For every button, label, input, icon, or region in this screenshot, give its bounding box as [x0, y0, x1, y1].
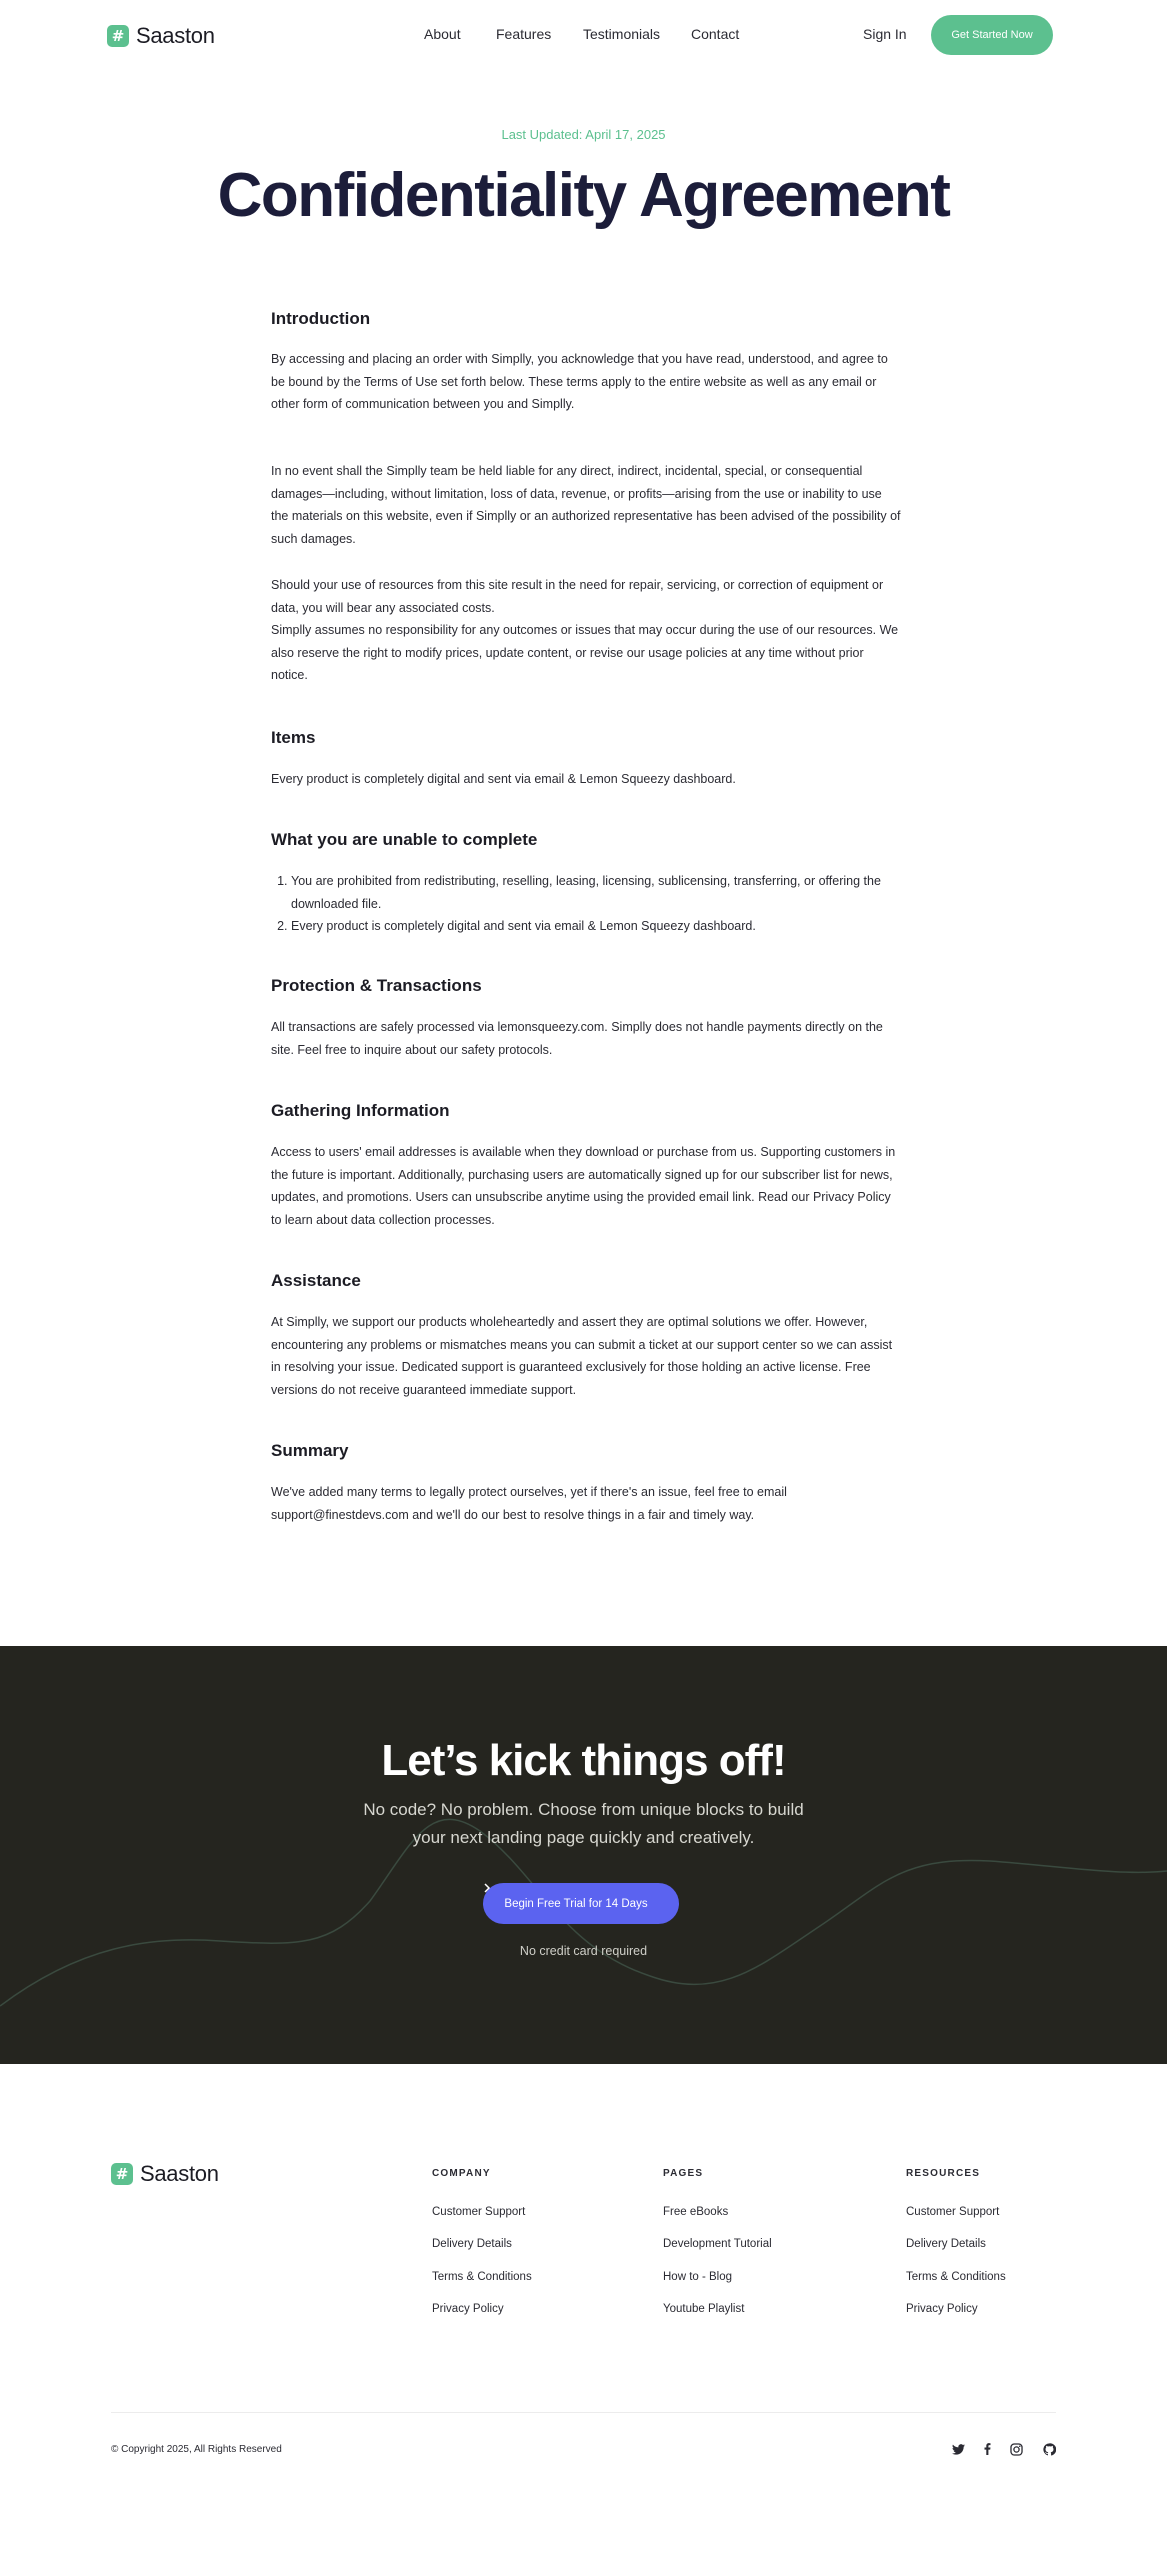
twitter-icon[interactable] — [950, 2441, 966, 2457]
logo-mark-icon: # — [107, 25, 129, 47]
footer-link[interactable]: Terms & Conditions — [906, 2270, 1006, 2283]
list-item: 1. You are prohibited from redistributing, reselling, leasing, licensing, sublicensing, transferring, or offering the downloaded file. — [291, 870, 901, 915]
cta-subtitle: No code? No problem. Choose from unique blocks to build your next landing page quickly and creatively. — [363, 1800, 804, 1847]
footer-brand-name: Saaston — [140, 2161, 219, 2186]
list-item: 2. Every product is completely digital and sent via email & Lemon Squeezy dashboard. — [291, 915, 901, 938]
footer-link[interactable]: Delivery Details — [906, 2238, 986, 2251]
top-nav — [0, 0, 1167, 70]
brand-name: Saaston — [136, 23, 215, 48]
nav-link-contact[interactable]: Contact — [691, 26, 740, 42]
section-heading-introduction: Introduction — [271, 309, 371, 328]
footer-link[interactable]: Development Tutorial — [663, 2238, 772, 2251]
logo-mark-icon: # — [111, 2163, 133, 2185]
footer-link[interactable]: Terms & Conditions — [432, 2270, 532, 2283]
footer-link[interactable]: Privacy Policy — [432, 2302, 504, 2315]
instagram-icon[interactable] — [1008, 2441, 1024, 2457]
intro-paragraph-3b: Simplly assumes no responsibility for any outcomes or issues that may occur during the use of our resources. We also reserve the right to modify prices, update content, or revise our usage policies at any time without prior notice. — [271, 623, 899, 682]
footer-heading-company: COMPANY — [432, 2168, 491, 2179]
footer-column-company — [432, 2168, 532, 2335]
footer-link[interactable]: Delivery Details — [432, 2238, 512, 2251]
section-heading-summary: Summary — [271, 1441, 349, 1460]
footer-brand-logo[interactable] — [111, 2161, 219, 2187]
footer-link[interactable]: Privacy Policy — [906, 2302, 978, 2315]
copyright-text: © Copyright 2025, All Rights Reserved — [111, 2444, 282, 2455]
github-icon[interactable] — [1041, 2441, 1057, 2457]
footer-divider — [111, 2412, 1056, 2413]
section-heading-unable: What you are unable to complete — [271, 830, 538, 849]
brand-logo[interactable] — [107, 23, 215, 49]
last-updated-label: Last Updated: April 17, 2025 — [501, 127, 666, 142]
summary-paragraph: We've added many terms to legally protect ourselves, yet if there's an issue, feel free to email support@finestdevs.com and we'll do our best to resolve things in a fair and timely way. — [271, 1485, 787, 1522]
intro-paragraph-1: By accessing and placing an order with Simplly, you acknowledge that you have read, understood, and agree to be bound by the Terms of Use set forth below. These terms apply to the entire website as well as any email or other form of communication between you and Simplly. — [271, 352, 888, 411]
footer-heading-pages: PAGES — [663, 2168, 704, 2179]
footer-column-pages — [663, 2168, 772, 2335]
nav-link-features[interactable]: Features — [496, 26, 552, 42]
footer-link[interactable]: Customer Support — [906, 2206, 1000, 2218]
footer-link[interactable]: Youtube Playlist — [663, 2302, 745, 2315]
intro-paragraph-3a: Should your use of resources from this site result in the need for repair, servicing, or correction of equipment or data, you will bear any associated costs. — [271, 578, 884, 615]
intro-paragraph-2: In no event shall the Simplly team be held liable for any direct, indirect, incidental, special, or consequential damages—including, without limitation, loss of data, revenue, or profits—arising from the use or inability to use the materials on this website, even if Simplly or an authorized representative has been advised of the possibility of such damages. — [271, 464, 901, 546]
protection-paragraph: All transactions are safely processed via lemonsqueezy.com. Simplly does not handle payments directly on the site. Feel free to inquire about our safety protocols. — [271, 1020, 883, 1057]
section-heading-assistance: Assistance — [271, 1271, 361, 1290]
footer-link[interactable]: How to - Blog — [663, 2270, 733, 2283]
footer-link[interactable]: Customer Support — [432, 2206, 526, 2218]
assistance-paragraph: At Simplly, we support our products wholeheartedly and assert they are optimal solutions we offer. However, encountering any problems or mismatches means you can submit a ticket at our support center so we can assist in resolving your issue. Dedicated support is guaranteed exclusively for those holding an active license. Free versions do not receive guaranteed immediate support. — [271, 1315, 893, 1397]
section-heading-protection: Protection & Transactions — [271, 976, 482, 995]
items-paragraph: Every product is completely digital and sent via email & Lemon Squeezy dashboard. — [271, 772, 736, 786]
decorative-wave — [0, 1646, 1167, 2064]
free-trial-button[interactable] — [483, 1883, 679, 1924]
nav-link-about[interactable]: About — [424, 26, 461, 42]
cta-section — [0, 1646, 1167, 2064]
cta-title: Let’s kick things off! — [381, 1736, 786, 1785]
sign-in-link[interactable]: Sign In — [863, 26, 907, 42]
footer-heading-resources: RESOURCES — [906, 2168, 981, 2179]
footer-column-resources — [906, 2168, 1006, 2335]
footer-link[interactable]: Free eBooks — [663, 2206, 729, 2218]
unable-list — [271, 870, 901, 938]
get-started-button[interactable]: Get Started Now — [931, 15, 1053, 55]
page-title: Confidentiality Agreement — [217, 161, 950, 230]
nav-link-testimonials[interactable]: Testimonials — [583, 26, 661, 42]
free-trial-label: Begin Free Trial for 14 Days — [504, 1897, 648, 1910]
no-credit-card-note: No credit card required — [519, 1944, 648, 1958]
gathering-paragraph: Access to users' email addresses is available when they download or purchase from us. Supporting customers in the future is important. Additionally, purchasing users are automatically signed up for our subscriber list for news, updates, and promotions. Users can unsubscribe anytime using the provided email link. Read our Privacy Policy to learn about data collection processes. — [271, 1145, 896, 1227]
main-menu — [424, 26, 739, 42]
section-heading-items: Items — [271, 728, 316, 747]
section-heading-gathering: Gathering Information — [271, 1101, 450, 1120]
facebook-icon[interactable] — [979, 2441, 995, 2457]
